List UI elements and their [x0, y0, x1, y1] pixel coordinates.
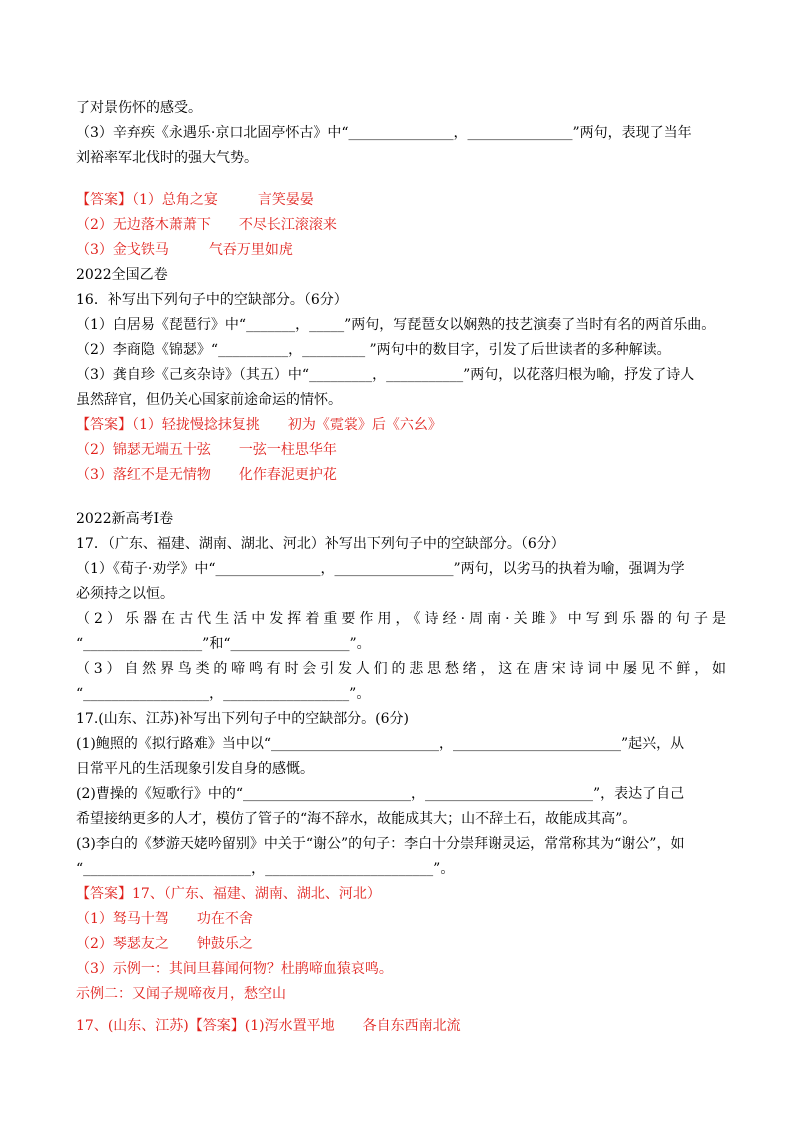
answer-line	[76, 238, 726, 263]
question-line: 虽然辞官，但仍关心国家前途命运的情怀。	[76, 392, 342, 408]
answer-line	[76, 413, 726, 438]
question-line: (3)李白的《梦游天姥吟留别》中关于“谢公”的句子：李白十分崇拜谢灵运，常常称其为“谢公”，如	[76, 836, 685, 852]
answer-part: 气吞万里如虎	[208, 242, 293, 258]
section-xin-gaokao	[76, 507, 726, 1007]
section-yi-juan	[76, 263, 726, 488]
answer-line	[76, 463, 726, 488]
final-answer-block	[76, 1014, 726, 1039]
answer-part: 化作春泥更护花	[238, 467, 337, 483]
answer-block-previous	[76, 188, 726, 263]
section-heading: 2022新高考Ⅰ卷	[76, 511, 174, 527]
answer-line: 示例二：又闻子规啼夜月，愁空山	[76, 986, 286, 1002]
question-3-line: （3）辛弃疾《永遇乐·京口北固亭怀古》中“_______________，_______________”两句，表现了当年	[76, 125, 692, 141]
section-heading: 2022全国乙卷	[76, 267, 168, 283]
answer-part: 不尽长江滚滚来	[238, 217, 337, 233]
answer-part: 17、(山东、江苏)【答案】(1)泻水置平地	[76, 1018, 335, 1034]
answer-line: （3）示例一：其间旦暮闻何物？杜鹃啼血猿哀鸣。	[76, 961, 393, 977]
question-line: 日常平凡的生活现象引发自身的感慨。	[76, 761, 314, 777]
answer-part: 言笑晏晏	[257, 192, 314, 208]
answer-prefix: 【答案】	[76, 417, 132, 433]
question-title: 17．（广东、福建、湖南、湖北、河北）补写出下列句子中的空缺部分。（6分）	[76, 536, 565, 552]
answer-part: 钟鼓乐之	[196, 936, 253, 952]
question-line: （3）自然界鸟类的啼鸣有时会引发人们的悲思愁绪，这在唐宋诗词中屡见不鲜，如	[76, 661, 726, 677]
answer-part: （2）琴瑟友之	[76, 936, 169, 952]
answer-part: （2）锦瑟无端五十弦	[76, 442, 211, 458]
answer-prefix: 【答案】	[76, 192, 132, 208]
question-line: “_________________”和“_________________”。	[76, 636, 371, 652]
answer-line	[76, 438, 726, 463]
question-line: （1）白居易《琵琶行》中“_______，_____”两句，写琵琶女以娴熟的技艺演奏了当时有名的两首乐曲。	[76, 317, 716, 333]
question-title: 17.(山东、江苏)补写出下列句子中的空缺部分。(6分)	[76, 711, 410, 727]
question-line: (2)曹操的《短歌行》中的“________________________，________________________”，表达了自己	[76, 786, 685, 802]
answer-part: （1）驽马十驾	[76, 911, 169, 927]
answer-part: 一弦一柱思华年	[238, 442, 337, 458]
answer-part: （1）轻拢慢捻抹复挑	[132, 417, 260, 433]
text-line: 了对景伤怀的感受。	[76, 100, 202, 116]
answer-part: 初为《霓裳》后《六幺》	[287, 417, 442, 433]
answer-part: （3）金戈铁马	[76, 242, 169, 258]
question-line: “________________________，________________________”。	[76, 861, 455, 877]
question-3-line: 刘裕率军北伐时的强大气势。	[76, 150, 258, 166]
answer-part: （3）落红不是无情物	[76, 467, 211, 483]
answer-part: 各自东西南北流	[362, 1018, 461, 1034]
question-line: 必须持之以恒。	[76, 586, 174, 602]
question-line: （2）李商隐《锦瑟》“__________，_________ ”两句中的数目字，引发了后世读者的多种解读。	[76, 342, 671, 358]
answer-part: （1）总角之宴	[132, 192, 218, 208]
answer-line	[76, 907, 726, 932]
answer-line	[76, 1014, 726, 1039]
answer-part: （2）无边落木萧萧下	[76, 217, 211, 233]
answer-head: 【答案】17、（广东、福建、湖南、湖北、河北）	[76, 886, 381, 902]
question-line: （1）《荀子·劝学》中“_______________，_________________”两句，以劣马的执着为喻，强调为学	[76, 561, 685, 577]
question-line: “__________________，__________________”。	[76, 686, 371, 702]
question-line: 希望接纳更多的人才，模仿了管子的“海不辞水，故能成其大；山不辞土石，故能成其高”。	[76, 811, 637, 827]
question-line: （3）龚自珍《己亥杂诗》（其五）中“_________，___________”两句，以花落归根为喻，抒发了诗人	[76, 367, 695, 383]
question-title: 16．补写出下列句子中的空缺部分。（6分）	[76, 292, 348, 308]
answer-part: 功在不舍	[196, 911, 253, 927]
answer-line	[76, 932, 726, 957]
answer-line	[76, 188, 726, 213]
question-line: （2）乐器在古代生活中发挥着重要作用，《诗经·周南·关雎》中写到乐器的句子是	[76, 611, 726, 627]
section-previous	[76, 96, 726, 171]
answer-line	[76, 213, 726, 238]
question-line: (1)鲍照的《拟行路难》当中以“________________________，________________________”起兴，从	[76, 736, 685, 752]
